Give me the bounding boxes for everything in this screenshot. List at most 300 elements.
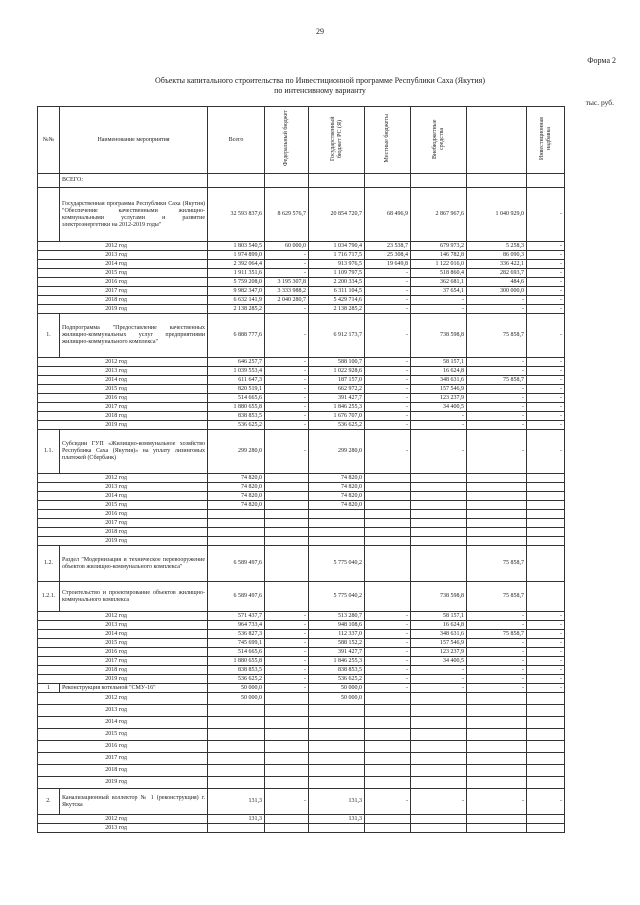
cell-federal — [265, 693, 309, 705]
cell-state: 1 034 790,4 — [309, 242, 365, 251]
year-row — [38, 394, 565, 403]
cell-total: 1 974 899,0 — [208, 251, 265, 260]
cell-state: 1 109 797,5 — [309, 269, 365, 278]
year-row — [38, 269, 565, 278]
year-label: 2012 год — [38, 474, 208, 483]
year-label: 2017 год — [38, 519, 208, 528]
cell-blank: - — [467, 666, 527, 675]
year-row — [38, 492, 565, 501]
year-row — [38, 510, 565, 519]
cell-invest: - — [527, 296, 565, 305]
cell-invest: - — [527, 657, 565, 666]
year-label: 2012 год — [38, 815, 208, 824]
year-label: 2019 год — [38, 421, 208, 430]
year-row — [38, 612, 565, 621]
cell-extra: 58 157,1 — [411, 358, 467, 367]
cell-invest — [527, 501, 565, 510]
cell-invest: - — [527, 287, 565, 296]
year-label: 2016 год — [38, 394, 208, 403]
cell-extra — [411, 174, 467, 188]
year-label: 2019 год — [38, 305, 208, 314]
cell-invest: - — [527, 358, 565, 367]
cell-federal — [265, 492, 309, 501]
cell-total — [208, 729, 265, 741]
cell-state: 536 625,2 — [309, 421, 365, 430]
year-label: 2012 год — [38, 242, 208, 251]
cell-extra: 518 860,4 — [411, 269, 467, 278]
cell-federal: - — [265, 269, 309, 278]
cell-total: 514 665,6 — [208, 648, 265, 657]
cell-total — [208, 510, 265, 519]
cell-total: 131,3 — [208, 815, 265, 824]
cell-invest — [527, 546, 565, 582]
cell-federal — [265, 765, 309, 777]
cell-state — [309, 777, 365, 789]
cell-total: 74 820,0 — [208, 501, 265, 510]
header-state-text: Государственный бюджет РС (Я) — [329, 116, 343, 161]
item-row — [38, 582, 565, 612]
cell-blank: - — [467, 789, 527, 815]
header-num: №№ — [38, 107, 60, 174]
cell-extra: 16 624,8 — [411, 367, 467, 376]
year-label: 2012 год — [38, 693, 208, 705]
year-row — [38, 367, 565, 376]
cell-local: 23 538,7 — [365, 242, 411, 251]
header-local — [365, 107, 411, 174]
cell-invest: - — [527, 430, 565, 474]
cell-total — [208, 537, 265, 546]
cell-state: 74 820,0 — [309, 501, 365, 510]
year-row — [38, 824, 565, 833]
cell-extra — [411, 501, 467, 510]
cell-federal — [265, 519, 309, 528]
year-label: 2015 год — [38, 501, 208, 510]
cell-extra: 679 973,2 — [411, 242, 467, 251]
cell-extra: - — [411, 684, 467, 693]
cell-local: - — [365, 287, 411, 296]
cell-total — [208, 519, 265, 528]
cell-local: - — [365, 305, 411, 314]
cell-invest — [527, 717, 565, 729]
cell-local — [365, 582, 411, 612]
cell-state — [309, 537, 365, 546]
cell-local: - — [365, 630, 411, 639]
cell-total: 536 827,3 — [208, 630, 265, 639]
year-label: 2016 год — [38, 741, 208, 753]
cell-extra — [411, 546, 467, 582]
cell-blank: - — [467, 394, 527, 403]
cell-extra: - — [411, 296, 467, 305]
cell-extra: - — [411, 675, 467, 684]
row-number: 1.1. — [38, 430, 60, 474]
units-label: тыс. руб. — [585, 98, 614, 107]
header-local-text: Местные бюджеты — [384, 114, 390, 163]
item-name: Государственная программа Республики Саха (Якутия) "Обеспечение качественными жилищно-коммунальными услугами и развитие электроэнергетики на 2012-2019 годы" — [60, 188, 208, 242]
cell-total: 50 000,0 — [208, 684, 265, 693]
title-line-2: по интенсивному варианту — [274, 86, 366, 95]
year-row — [38, 729, 565, 741]
cell-blank: 336 422,1 — [467, 260, 527, 269]
item-name: Канализационный коллектор № 1 (реконструкция) г. Якутска — [60, 789, 208, 815]
year-label: 2019 год — [38, 675, 208, 684]
cell-blank: 75 858,7 — [467, 582, 527, 612]
cell-invest — [527, 729, 565, 741]
cell-blank: 75 858,7 — [467, 630, 527, 639]
cell-invest — [527, 510, 565, 519]
cell-total: 6 589 497,6 — [208, 582, 265, 612]
cell-state: 50 000,0 — [309, 693, 365, 705]
cell-invest — [527, 519, 565, 528]
cell-blank: - — [467, 367, 527, 376]
cell-state: 74 820,0 — [309, 474, 365, 483]
cell-state: 948 108,6 — [309, 621, 365, 630]
cell-state: 513 280,7 — [309, 612, 365, 621]
cell-total — [208, 777, 265, 789]
year-label: 2016 год — [38, 510, 208, 519]
cell-local — [365, 815, 411, 824]
cell-total: 6 589 497,6 — [208, 546, 265, 582]
cell-extra — [411, 729, 467, 741]
cell-total: 5 759 208,0 — [208, 278, 265, 287]
item-name: Субсидии ГУП «Жилищно-коммунальное хозяйство Республика Саха (Якутия)» на уплату лизинговых платежей (Сбербанк) — [60, 430, 208, 474]
cell-invest: - — [527, 403, 565, 412]
cell-local: - — [365, 612, 411, 621]
cell-state — [309, 528, 365, 537]
cell-invest: - — [527, 666, 565, 675]
cell-federal: - — [265, 684, 309, 693]
cell-invest — [527, 753, 565, 765]
cell-extra: 123 237,9 — [411, 394, 467, 403]
cell-total: 299 280,0 — [208, 430, 265, 474]
header-federal — [265, 107, 309, 174]
cell-local: - — [365, 412, 411, 421]
cell-blank — [467, 824, 527, 833]
cell-state — [309, 705, 365, 717]
cell-total — [208, 824, 265, 833]
cell-local: - — [365, 648, 411, 657]
year-row — [38, 305, 565, 314]
cell-extra: 34 400,5 — [411, 403, 467, 412]
item-row — [38, 174, 565, 188]
cell-total — [208, 741, 265, 753]
cell-federal: 60 000,0 — [265, 242, 309, 251]
year-row — [38, 753, 565, 765]
cell-total: 646 257,7 — [208, 358, 265, 367]
item-name: ВСЕГО: — [60, 174, 208, 188]
cell-invest: - — [527, 242, 565, 251]
cell-local: - — [365, 421, 411, 430]
year-row — [38, 242, 565, 251]
cell-invest: - — [527, 251, 565, 260]
year-label: 2017 год — [38, 753, 208, 765]
cell-invest — [527, 741, 565, 753]
year-label: 2017 год — [38, 287, 208, 296]
cell-invest: - — [527, 188, 565, 242]
cell-total: 74 820,0 — [208, 492, 265, 501]
cell-invest: - — [527, 684, 565, 693]
year-row — [38, 528, 565, 537]
cell-federal — [265, 717, 309, 729]
cell-total: 1 803 540,5 — [208, 242, 265, 251]
cell-extra — [411, 483, 467, 492]
cell-federal — [265, 483, 309, 492]
year-label: 2018 год — [38, 296, 208, 305]
cell-extra: 157 546,9 — [411, 385, 467, 394]
year-row — [38, 296, 565, 305]
year-row — [38, 412, 565, 421]
cell-extra: 362 681,1 — [411, 278, 467, 287]
cell-local — [365, 519, 411, 528]
cell-state: 1 716 717,5 — [309, 251, 365, 260]
cell-total: 820 519,1 — [208, 385, 265, 394]
cell-total: 1 880 655,8 — [208, 403, 265, 412]
cell-local — [365, 528, 411, 537]
cell-local: - — [365, 314, 411, 358]
cell-invest — [527, 483, 565, 492]
cell-federal — [265, 510, 309, 519]
cell-total: 32 593 837,6 — [208, 188, 265, 242]
cell-state: 1 022 928,6 — [309, 367, 365, 376]
cell-local: - — [365, 394, 411, 403]
cell-state: 838 853,5 — [309, 666, 365, 675]
cell-state — [309, 824, 365, 833]
year-label: 2014 год — [38, 717, 208, 729]
cell-local — [365, 546, 411, 582]
cell-total — [208, 174, 265, 188]
cell-federal — [265, 815, 309, 824]
cell-state: 6 912 173,7 — [309, 314, 365, 358]
year-row — [38, 358, 565, 367]
cell-blank: - — [467, 430, 527, 474]
cell-state — [309, 717, 365, 729]
cell-total — [208, 717, 265, 729]
cell-local: - — [365, 639, 411, 648]
cell-state: 74 820,0 — [309, 483, 365, 492]
row-number: 1.2.1. — [38, 582, 60, 612]
cell-invest: - — [527, 639, 565, 648]
item-name: Раздел "Модернизация и техническое перевооружение объектов жилищно-коммунального комплекса" — [60, 546, 208, 582]
cell-local: - — [365, 675, 411, 684]
year-row — [38, 693, 565, 705]
cell-federal: - — [265, 612, 309, 621]
cell-invest: - — [527, 376, 565, 385]
year-label: 2013 год — [38, 824, 208, 833]
cell-extra — [411, 765, 467, 777]
cell-local — [365, 483, 411, 492]
item-row — [38, 546, 565, 582]
cell-invest: - — [527, 367, 565, 376]
year-label: 2014 год — [38, 492, 208, 501]
year-label: 2015 год — [38, 269, 208, 278]
cell-state — [309, 510, 365, 519]
cell-extra: 738 598,8 — [411, 582, 467, 612]
cell-state: 299 280,0 — [309, 430, 365, 474]
cell-federal: - — [265, 376, 309, 385]
cell-federal: - — [265, 789, 309, 815]
header-state — [309, 107, 365, 174]
cell-federal: - — [265, 430, 309, 474]
year-label: 2016 год — [38, 648, 208, 657]
cell-local — [365, 174, 411, 188]
cell-state: 6 311 104,5 — [309, 287, 365, 296]
item-row — [38, 314, 565, 358]
cell-state — [309, 765, 365, 777]
cell-total: 964 733,4 — [208, 621, 265, 630]
cell-local: - — [365, 358, 411, 367]
cell-extra: 348 631,6 — [411, 376, 467, 385]
cell-local — [365, 717, 411, 729]
cell-extra: - — [411, 430, 467, 474]
cell-invest — [527, 815, 565, 824]
cell-blank: 75 858,7 — [467, 546, 527, 582]
year-label: 2019 год — [38, 777, 208, 789]
cell-blank: - — [467, 675, 527, 684]
cell-blank: 282 693,7 — [467, 269, 527, 278]
cell-local: - — [365, 376, 411, 385]
cell-total: 536 625,2 — [208, 675, 265, 684]
cell-state: 588 100,7 — [309, 358, 365, 367]
year-row — [38, 639, 565, 648]
item-row — [38, 789, 565, 815]
year-label: 2013 год — [38, 621, 208, 630]
cell-total: 838 853,5 — [208, 666, 265, 675]
cell-state: 5 429 714,6 — [309, 296, 365, 305]
cell-extra — [411, 815, 467, 824]
cell-blank — [467, 174, 527, 188]
cell-blank: 75 858,7 — [467, 376, 527, 385]
cell-blank: 5 258,3 — [467, 242, 527, 251]
cell-extra — [411, 474, 467, 483]
cell-blank — [467, 528, 527, 537]
cell-invest: - — [527, 648, 565, 657]
year-row — [38, 815, 565, 824]
cell-local — [365, 824, 411, 833]
year-row — [38, 537, 565, 546]
cell-invest: - — [527, 314, 565, 358]
cell-local: - — [365, 657, 411, 666]
row-number — [38, 188, 60, 242]
year-row — [38, 251, 565, 260]
cell-local: - — [365, 684, 411, 693]
cell-extra: - — [411, 789, 467, 815]
cell-extra: 157 546,9 — [411, 639, 467, 648]
cell-state: 5 775 040,2 — [309, 582, 365, 612]
cell-total: 9 982 347,0 — [208, 287, 265, 296]
cell-local — [365, 753, 411, 765]
cell-state: 391 427,7 — [309, 648, 365, 657]
cell-local: - — [365, 621, 411, 630]
cell-extra: - — [411, 421, 467, 430]
cell-state — [309, 519, 365, 528]
header-invest-text: Инвестиционная надбавка — [538, 117, 552, 160]
table-header-row — [38, 107, 565, 174]
row-number: 1. — [38, 314, 60, 358]
cell-invest — [527, 824, 565, 833]
header-invest — [527, 107, 565, 174]
cell-invest — [527, 537, 565, 546]
header-federal-text: Федеральный бюджет — [283, 110, 289, 167]
cell-state: 1 846 255,3 — [309, 403, 365, 412]
year-row — [38, 657, 565, 666]
cell-federal — [265, 174, 309, 188]
cell-local — [365, 729, 411, 741]
cell-federal — [265, 753, 309, 765]
year-row — [38, 717, 565, 729]
cell-federal: - — [265, 367, 309, 376]
cell-federal: - — [265, 385, 309, 394]
year-label: 2018 год — [38, 765, 208, 777]
cell-total: 50 000,0 — [208, 693, 265, 705]
item-name: Реконструкция котельной "СМУ-16" — [60, 684, 208, 693]
cell-blank: - — [467, 684, 527, 693]
year-label: 2014 год — [38, 630, 208, 639]
cell-blank: 86 090,3 — [467, 251, 527, 260]
cell-extra — [411, 537, 467, 546]
cell-total: 571 437,7 — [208, 612, 265, 621]
year-label: 2018 год — [38, 528, 208, 537]
cell-federal — [265, 537, 309, 546]
row-number: 1 — [38, 684, 60, 693]
item-row — [38, 430, 565, 474]
year-row — [38, 765, 565, 777]
cell-local: - — [365, 385, 411, 394]
cell-invest — [527, 492, 565, 501]
cell-blank: - — [467, 403, 527, 412]
cell-invest: - — [527, 789, 565, 815]
cell-state: 187 157,0 — [309, 376, 365, 385]
title-line-1: Объекты капитального строительства по Инвестиционной программе Республики Саха (Якутия) — [154, 76, 486, 85]
cell-local — [365, 693, 411, 705]
cell-federal: - — [265, 394, 309, 403]
cell-invest: - — [527, 269, 565, 278]
year-label: 2012 год — [38, 358, 208, 367]
cell-state: 536 625,2 — [309, 675, 365, 684]
cell-federal — [265, 528, 309, 537]
cell-local — [365, 765, 411, 777]
header-name: Наименование мероприятия — [60, 107, 208, 174]
row-number: 1.2. — [38, 546, 60, 582]
year-label: 2013 год — [38, 705, 208, 717]
cell-blank: - — [467, 385, 527, 394]
page-number: 29 — [316, 27, 324, 36]
cell-extra: 348 631,6 — [411, 630, 467, 639]
cell-invest: - — [527, 612, 565, 621]
year-row — [38, 666, 565, 675]
cell-federal: - — [265, 639, 309, 648]
cell-extra: 146 782,8 — [411, 251, 467, 260]
cell-blank — [467, 729, 527, 741]
item-row — [38, 684, 565, 693]
cell-blank: 75 858,7 — [467, 314, 527, 358]
cell-extra: - — [411, 305, 467, 314]
document-title — [0, 76, 640, 96]
cell-state — [309, 174, 365, 188]
cell-state: 50 000,0 — [309, 684, 365, 693]
header-extra-text: Внебюджетные средства — [431, 118, 445, 159]
cell-federal: - — [265, 358, 309, 367]
cell-extra: 1 122 016,0 — [411, 260, 467, 269]
cell-federal: - — [265, 251, 309, 260]
item-row — [38, 188, 565, 242]
cell-blank — [467, 705, 527, 717]
cell-blank: - — [467, 421, 527, 430]
row-number: 2. — [38, 789, 60, 815]
header-blank — [467, 107, 527, 174]
cell-state: 131,3 — [309, 815, 365, 824]
cell-state: 391 427,7 — [309, 394, 365, 403]
cell-total: 74 820,0 — [208, 474, 265, 483]
cell-invest: - — [527, 630, 565, 639]
